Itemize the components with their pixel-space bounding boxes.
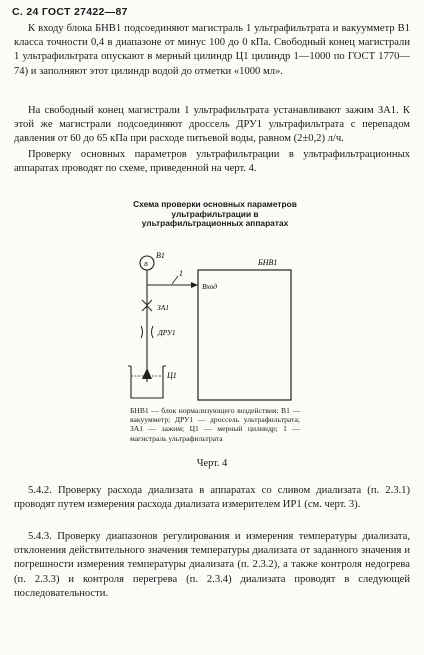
line-number-label: 1	[179, 269, 183, 278]
paragraph-check-scheme: Проверку основных параметров ультрафильтрации в ультрафильтрационных аппаратах проводят по схеме, приведенной на черт. 4.	[14, 149, 410, 175]
gauge-letter: B	[144, 262, 148, 268]
figure-caption: Черт. 4	[196, 458, 228, 469]
paragraph-5-4-2: 5.4.2. Проверку расхода диализата в аппаратах со сливом диализата (п. 2.3.1) проводят путем измерения расхода диализата измерителем ИР1 (см. черт. 3).	[14, 485, 410, 511]
za1-label: ЗА1	[157, 303, 170, 312]
paragraph-connection: К входу блока БНВ1 подсоединяют магистраль 1 ультрафильтрата и вакуумметр В1 класса точности 0,4 в диапазоне от минус 100 до 0 кПа. Свободный конец магистрали 1 ультрафильтрата опускают в мерный цилиндр Ц1 цилиндр 1—1000 по ГОСТ 1770—74) и заполняют этот цилиндр водой до отметки «1000 мл».	[14, 23, 410, 77]
paragraph-clamp: На свободный конец магистрали 1 ультрафильтрата устанавливают зажим ЗА1. К этой же магистрали подсоединяют дроссель ДРУ1 ультрафильтрата с перепадом давления от 60 до 65 кПа при расходе питьевой воды, равном (2±0,2) л/ч.	[14, 105, 410, 145]
paragraph-5-4-3: 5.4.3. Проверку диапазонов регулирования и измерения температуры диализата, отклонения действительного значения температуры диализата от заданного значения и погрешности измерения температуры диализата (п. 2.3.2), а также контроля недогрева (п. 2.3.3) и контроля перегрева (п. 2.3.4) диализата проводят в следующей последовательности.	[14, 531, 410, 599]
c1-label: Ц1	[167, 371, 177, 380]
vhod-label: Вход	[202, 282, 218, 291]
figure-title: Схема проверки основных параметров ультрафильтрации в ультрафильтрационных аппаратах	[133, 199, 297, 229]
b1-label: В1	[156, 251, 165, 260]
dru1-label: ДРУ1	[158, 328, 176, 337]
figure-legend: БНВ1 — блок нормализующего воздействия; В1 — вакуумметр; ДРУ1 — дроссель ультрафильтрата; ЗА1 — зажим; Ц1 — мерный цилиндр; 1 — магистраль ультрафильтрата	[130, 406, 300, 443]
bnv1-label: БНВ1	[258, 258, 278, 267]
cylinder-arrow-icon	[142, 368, 152, 379]
page-header: С. 24 ГОСТ 27422—87	[12, 6, 128, 18]
